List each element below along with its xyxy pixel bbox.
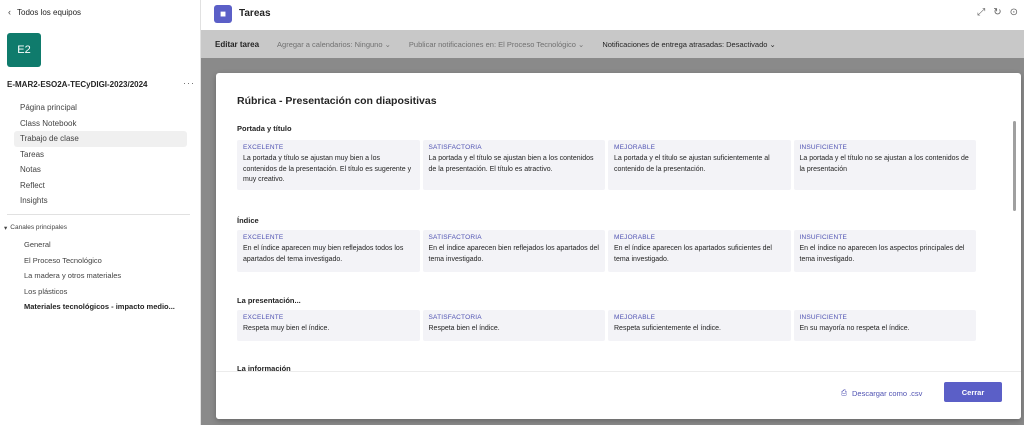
channels-header-label: Canales principales	[10, 224, 67, 231]
criterion-name: La presentación...	[237, 296, 301, 305]
calendar-dropdown[interactable]: Agregar a calendarios: Ninguno ⌄	[277, 39, 391, 49]
channels-header[interactable]	[4, 224, 67, 232]
level-name: SATISFACTORIA	[428, 144, 482, 151]
level-description: En el índice aparecen bien reflejados los apartados del tema investigado.	[428, 245, 599, 263]
nav-item-classwork[interactable]: Trabajo de clase	[14, 131, 187, 147]
team-avatar: E2	[7, 33, 41, 67]
level-card	[423, 310, 606, 341]
channel-list	[24, 237, 194, 315]
level-description: En el índice aparecen los apartados suficientes del tema investigado.	[614, 245, 772, 263]
chevron-left-icon: ‹	[8, 7, 11, 17]
late-notifications-label: Notificaciones de entrega atrasadas: Desactivado	[602, 39, 768, 49]
sidebar	[0, 0, 201, 425]
level-description: En su mayoría no respeta el índice.	[799, 325, 910, 332]
dialog-footer	[216, 371, 1021, 419]
refresh-icon[interactable]: ↻	[993, 7, 1002, 18]
channel-madera[interactable]: La madera y otros materiales	[24, 271, 122, 280]
rubric-dialog	[216, 73, 1021, 419]
app-header	[201, 0, 1024, 30]
back-label: Todos los equipos	[17, 7, 82, 17]
level-description: Respeta bien el índice.	[428, 325, 500, 332]
team-nav	[14, 100, 187, 209]
level-card	[608, 310, 791, 341]
criterion-levels	[237, 230, 1009, 272]
nav-item-reflect[interactable]: Reflect	[20, 180, 45, 190]
level-description: En el índice aparecen muy bien reflejados todos los apartados del tema investigado.	[243, 245, 404, 263]
channel-proceso-tecnologico[interactable]: El Proceso Tecnológico	[24, 255, 102, 265]
more-options-icon[interactable]: ···	[183, 78, 195, 88]
level-name: MEJORABLE	[614, 314, 656, 321]
level-card	[608, 140, 791, 190]
download-csv-label: Descargar como .csv	[852, 388, 923, 398]
rubric-content	[237, 119, 1009, 371]
edit-assignment-button[interactable]: Editar tarea	[215, 39, 260, 49]
level-card	[423, 230, 606, 272]
level-card	[794, 230, 977, 272]
channel-plasticos[interactable]: Los plásticos	[24, 286, 68, 296]
expand-icon[interactable]: ⤢	[977, 7, 986, 18]
level-name: EXCELENTE	[243, 314, 284, 321]
level-name: INSUFICIENTE	[799, 234, 848, 241]
back-to-teams-link[interactable]	[8, 7, 81, 17]
scrollbar[interactable]	[1013, 121, 1016, 211]
nav-item-home[interactable]: Página principal	[20, 103, 77, 112]
channel-general[interactable]: General	[24, 240, 51, 249]
level-card	[794, 140, 977, 190]
calendar-dropdown-label: Agregar a calendarios: Ninguno	[277, 39, 383, 49]
team-name: E-MAR2-ESO2A-TECyDIGI-2023/2024	[7, 80, 148, 89]
level-name: INSUFICIENTE	[799, 314, 848, 321]
criterion-name: Portada y título	[237, 124, 292, 133]
channel-materiales-impacto[interactable]: Materiales tecnológicos - impacto medio...	[24, 302, 175, 311]
nav-item-insights[interactable]: Insights	[20, 196, 48, 205]
close-button[interactable]: Cerrar	[944, 382, 1002, 402]
info-icon[interactable]: ⊙	[1009, 7, 1018, 18]
criterion-name: Índice	[237, 216, 259, 225]
notify-dropdown[interactable]: Publicar notificaciones en: El Proceso Tecnológico ⌄	[408, 39, 585, 49]
nav-item-grades[interactable]: Notas	[20, 165, 41, 174]
criterion	[237, 119, 1009, 190]
level-name: INSUFICIENTE	[799, 144, 848, 151]
level-name: MEJORABLE	[614, 144, 656, 151]
download-icon: ⎙	[841, 388, 847, 397]
assignment-toolbar	[201, 30, 1024, 58]
level-name: MEJORABLE	[614, 234, 656, 241]
criterion	[237, 291, 1009, 341]
criterion-levels	[237, 140, 1009, 190]
criterion-name: La información	[237, 364, 291, 371]
level-description: Respeta suficientemente el índice.	[614, 325, 722, 332]
level-description: En el índice no aparecen los aspectos principales del tema investigado.	[799, 245, 965, 263]
dialog-title: Rúbrica - Presentación con diapositivas	[237, 95, 437, 107]
nav-item-assignments[interactable]: Tareas	[20, 149, 45, 159]
download-csv-button[interactable]	[841, 388, 922, 398]
criterion-levels	[237, 310, 1009, 341]
level-description: La portada y el título no se ajustan a los contenidos de la presentación	[799, 155, 969, 173]
level-description: La portada y el título se ajustan suficientemente al contenido de la presentación.	[614, 155, 770, 173]
level-description: La portada y el título se ajustan bien a los contenidos de la presentación. El título es atractivo.	[428, 155, 594, 173]
level-card	[794, 310, 977, 341]
page-title: Tareas	[239, 8, 271, 19]
criterion	[237, 211, 1009, 272]
late-notifications-dropdown[interactable]: Notificaciones de entrega atrasadas: Desactivado ⌄	[602, 39, 776, 49]
nav-item-class-notebook[interactable]: Class Notebook	[20, 118, 77, 128]
level-description: Respeta muy bien el índice.	[243, 325, 330, 332]
level-card	[237, 140, 420, 190]
level-name: SATISFACTORIA	[428, 314, 482, 321]
level-name: EXCELENTE	[243, 234, 284, 241]
level-card	[608, 230, 791, 272]
level-card	[237, 230, 420, 272]
caret-down-icon: ▾	[4, 225, 8, 232]
header-actions	[977, 7, 1018, 18]
assignments-app-icon: ■	[214, 5, 232, 23]
level-card	[423, 140, 606, 190]
level-name: SATISFACTORIA	[428, 234, 482, 241]
level-description: La portada y título se ajustan muy bien a los contenidos de la presentación. El título es sugerente y muy creativo.	[243, 155, 412, 183]
criterion	[237, 359, 1009, 371]
level-card	[237, 310, 420, 341]
notify-dropdown-label: Publicar notificaciones en: El Proceso Tecnológico	[408, 39, 576, 49]
level-name: EXCELENTE	[243, 144, 284, 151]
sidebar-divider	[7, 214, 190, 215]
